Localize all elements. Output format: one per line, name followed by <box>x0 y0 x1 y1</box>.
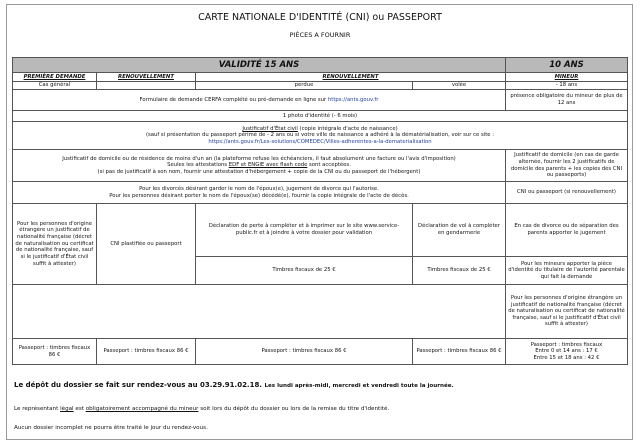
civil-status-line2: (sauf si présentation du passeport périmé de - 2 ans ou si votre ville de naissance a adhéré à la dématérialisation, voir sur ce site : <box>145 132 495 139</box>
validity-row <box>13 58 628 73</box>
ants-link[interactable]: https://ants.gouv.fr <box>327 96 379 103</box>
appointment-hours: Les lundi après-midi, mercredi et vendredi toute la journée. <box>264 383 454 389</box>
appointment-text: Le dépôt du dossier se fait sur rendez-vous au 03.29.91.02.18. <box>14 381 262 389</box>
under-18-cell: - 18 ans <box>506 82 628 90</box>
empty-wide-cell <box>13 285 506 339</box>
subheader-row <box>13 82 628 90</box>
renewal-lost-stolen-header: RENOUVELLEMENT <box>196 73 506 82</box>
page-subtitle: PIÈCES A FOURNIR <box>289 31 351 39</box>
passport-minor-cell <box>506 339 628 365</box>
divorce-cell <box>13 182 506 204</box>
domicile-line3: (si pas de justificatif à son nom, fournir une attestation d'hébergement + copie de la CNI ou du passeport de l'hébergent) <box>97 168 421 175</box>
divorce-parents-cell: En cas de divorce ou de séparation des parents apporter le jugement <box>506 204 628 257</box>
civil-status-row <box>13 122 628 150</box>
category-header-row <box>13 73 628 82</box>
domicile-minor-cell: Justificatif de domicile (en cas de garde alternée, fournir les 2 justificatifs de domicile des parents + les copies des CNI ou passeports) <box>506 150 628 182</box>
minor-header: MINEUR <box>506 73 628 82</box>
domicile-line2a: Seules les attestations <box>167 162 228 169</box>
validity-15-header: VALIDITÉ 15 ANS <box>13 58 506 73</box>
comedec-link[interactable]: https://ants.gouv.fr/Les-solutions/COMEDEC/Villes-adherentes-a-la-dematerialisation <box>208 138 432 145</box>
requirements-table <box>12 57 628 365</box>
cni-laminated-cell: CNI plastifiée ou passeport <box>97 204 196 285</box>
passport-renewal-cell: Passeport : timbres fiscaux 86 € <box>97 339 196 365</box>
photo-cell: 1 photo d'identité (- 6 mois) <box>13 111 628 122</box>
representative-note <box>14 406 389 412</box>
photo-row <box>13 111 628 122</box>
minors-parental-cell: Pour les mineurs apporter la pièce d'identité du titulaire de l'autorité parentale qui fait la demande <box>506 257 628 285</box>
divorce-line1: Pour les divorcés désirant garder le nom de l'époux(e), jugement de divorce qui l'autorise. <box>139 185 379 192</box>
first-request-header: PREMIÈRE DEMANDE <box>13 73 97 82</box>
declaration-theft-cell: Déclaration de vol à compléter en gendarmerie <box>413 204 506 257</box>
renewal-header: RENOUVELLEMENT <box>97 73 196 82</box>
appointment-note <box>14 381 454 389</box>
passport-lost-cell: Passeport : timbres fiscaux 86 € <box>196 339 413 365</box>
domicile-row <box>13 150 628 182</box>
origin-first-cell: Pour les personnes d'origine étrangère un justificatif de nationalité française (décret de naturalisation ou certificat de nationalité française, sauf si le justificatif d'État civil suffit à attester) <box>13 204 97 285</box>
lost-cell: perdue <box>196 82 413 90</box>
passport-minor-15-18: Entre 15 et 18 ans : 42 € <box>533 354 600 361</box>
divorce-line2: Pour les personnes désirant porter le nom de l'époux(se) décédé(e), fournir la copie intégrale de l'acte de décès. <box>109 192 409 199</box>
civil-status-title-rest: (copie intégrale d'acte de naissance) <box>299 125 398 132</box>
civil-status-cell <box>13 122 628 150</box>
validity-10-header: 10 ANS <box>506 58 628 73</box>
stamps-lost-cell: Timbres fiscaux de 25 € <box>196 257 413 285</box>
rep-part-e: soit lors du dépôt du dossier ou lors de la remise du titre d'identité. <box>200 406 390 412</box>
stolen-cell: volée <box>413 82 506 90</box>
passport-minor-title: Passeport : timbres fiscaux <box>530 341 603 348</box>
origin-minor-row <box>13 285 628 339</box>
passport-first-cell: Passeport : timbres fiscaux 86 € <box>13 339 97 365</box>
divorce-row <box>13 182 628 204</box>
general-case-cell: Cas général <box>13 82 97 90</box>
cerfa-text: Formulaire de demande CERFA complété ou pré-demande en ligne sur <box>139 96 327 103</box>
cerfa-cell <box>13 90 506 111</box>
minor-presence-cell: présence obligatoire du mineur de plus de 12 ans <box>506 90 628 111</box>
passport-stolen-cell: Passeport : timbres fiscaux 86 € <box>413 339 506 365</box>
civil-status-title: Justificatif d'État civil <box>242 125 298 132</box>
rep-part-a: Le représentant <box>14 406 59 412</box>
cerfa-row <box>13 90 628 111</box>
origin-minor-cell: Pour les personnes d'origine étrangère un justificatif de nationalité française (décret de naturalisation ou certificat de nationalité française, sauf si le justificatif d'État civil suffit à attester) <box>506 285 628 339</box>
passport-minor-0-14: Entre 0 et 14 ans : 17 € <box>535 348 598 355</box>
domicile-cell <box>13 150 506 182</box>
domicile-line2c: sont acceptées. <box>309 162 351 169</box>
domicile-line2b: EDF et ENGIE avec flash code <box>228 162 308 169</box>
stamps-stolen-cell: Timbres fiscaux de 25 € <box>413 257 506 285</box>
empty-cell <box>97 82 196 90</box>
incomplete-note: Aucun dossier incomplet ne pourra être traité le jour du rendez-vous. <box>14 425 208 431</box>
cni-parent-cell: CNI ou passeport (si renouvellement) <box>506 182 628 204</box>
declaration-loss-cell: Déclaration de perte à compléter et à imprimer sur le site www.service-public.fr et à joindre à votre dossier pour validation <box>196 204 413 257</box>
rep-part-d: obligatoirement accompagné du mineur <box>85 406 199 412</box>
passport-row <box>13 339 628 365</box>
origin-row <box>13 204 628 257</box>
rep-part-b: légal <box>60 406 74 412</box>
domicile-line1: Justificatif de domicile ou de résidence de moins d'un an (la plateforme refuse les échéanciers, il faut absolument une facture ou l'avis d'imposition) <box>62 155 456 162</box>
page-title: CARTE NATIONALE D'IDENTITÉ (CNI) ou PASSEPORT <box>198 12 442 23</box>
rep-part-c: est <box>75 406 84 412</box>
